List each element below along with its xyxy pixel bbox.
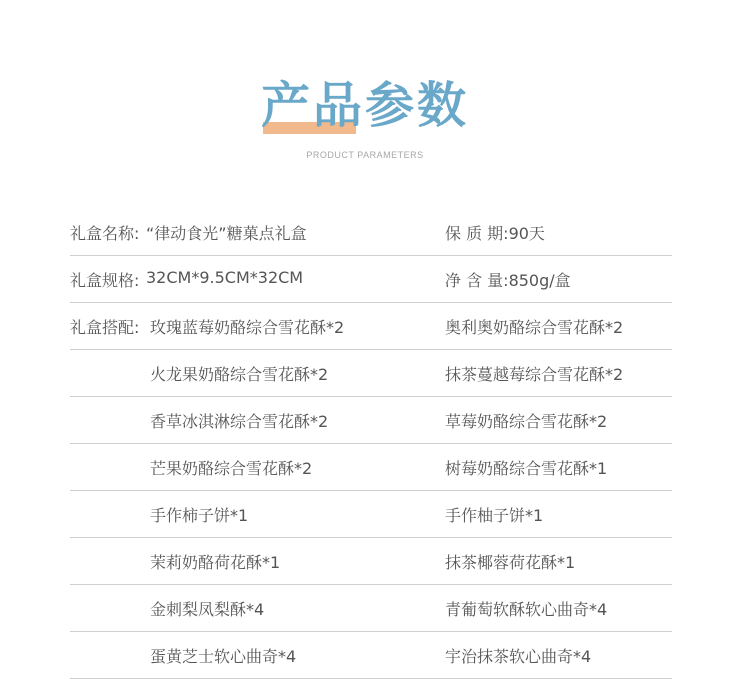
left-value: 玫瑰蓝莓奶酪综合雪花酥*2 <box>150 318 345 337</box>
right-value: 保 质 期:90天 <box>445 224 545 243</box>
right-value: 树莓奶酪综合雪花酥*1 <box>445 459 608 478</box>
right-value: 抹茶蔓越莓综合雪花酥*2 <box>445 365 624 384</box>
table-row <box>70 303 672 350</box>
table-row <box>70 256 672 303</box>
row-label: 礼盒名称: <box>70 224 140 243</box>
table-row <box>70 350 672 397</box>
left-value: 芒果奶酪综合雪花酥*2 <box>150 459 313 478</box>
parameters-table <box>70 209 672 679</box>
right-value: 青葡萄软酥软心曲奇*4 <box>445 600 608 619</box>
left-value: 手作柿子饼*1 <box>150 506 249 525</box>
table-row <box>70 209 672 256</box>
table-row <box>70 632 672 679</box>
right-value: 手作柚子饼*1 <box>445 506 544 525</box>
page-header <box>0 70 730 142</box>
left-value: 金刺梨凤梨酥*4 <box>150 600 265 619</box>
table-row <box>70 444 672 491</box>
table-row <box>70 397 672 444</box>
row-label: 礼盒搭配: <box>70 318 140 337</box>
right-value: 抹茶椰蓉荷花酥*1 <box>445 553 576 572</box>
table-row <box>70 538 672 585</box>
left-value: 32CM*9.5CM*32CM <box>146 268 304 287</box>
left-value: 茉莉奶酪荷花酥*1 <box>150 553 281 572</box>
page-title <box>261 70 469 142</box>
left-value: 火龙果奶酪综合雪花酥*2 <box>150 365 329 384</box>
page-title-text: 产品参数 <box>260 77 469 134</box>
left-value: 香草冰淇淋综合雪花酥*2 <box>150 412 329 431</box>
right-value: 奥利奥奶酪综合雪花酥*2 <box>445 318 624 337</box>
table-row <box>70 585 672 632</box>
left-value: 蛋黄芝士软心曲奇*4 <box>150 647 297 666</box>
table-row <box>70 491 672 538</box>
row-label: 礼盒规格: <box>70 271 140 290</box>
page-subtitle: PRODUCT PARAMETERS <box>306 150 424 160</box>
right-value: 宇治抹茶软心曲奇*4 <box>445 647 592 666</box>
right-value: 净 含 量:850g/盒 <box>445 271 571 290</box>
left-value: “律动食光”糖菓点礼盒 <box>146 224 307 243</box>
right-value: 草莓奶酪综合雪花酥*2 <box>445 412 608 431</box>
